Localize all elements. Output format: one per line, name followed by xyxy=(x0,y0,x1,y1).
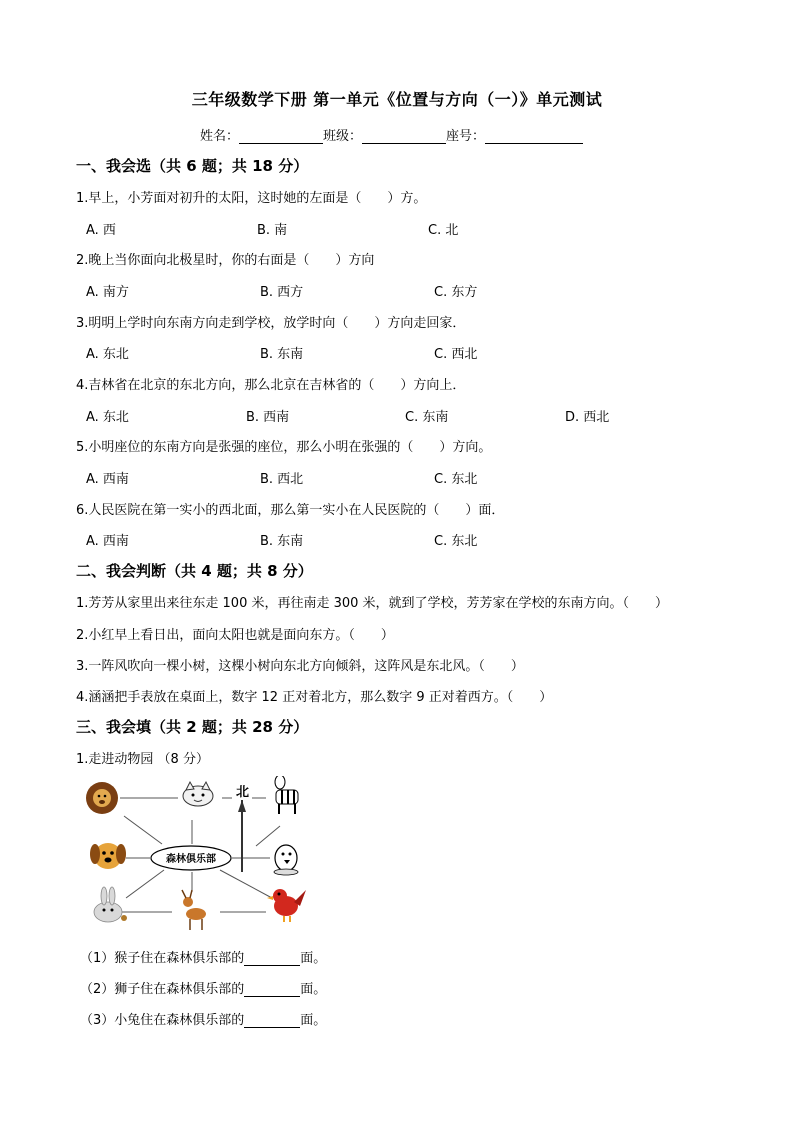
north-arrow-icon xyxy=(238,800,246,872)
fill-item: （3）小兔住在森林俱乐部的 面。 xyxy=(80,1013,327,1028)
option-c[interactable]: C. 东南 xyxy=(405,410,449,425)
question-text: 5.小明座位的东南方向是张强的座位，那么小明在张强的（ ）方向。 xyxy=(76,440,492,455)
name-blank[interactable] xyxy=(239,129,323,144)
option-c[interactable]: C. 东北 xyxy=(434,534,478,549)
name-label: 姓名： xyxy=(200,129,240,144)
option-a[interactable]: A. 西 xyxy=(86,223,116,238)
option-b[interactable]: B. 西方 xyxy=(260,285,304,300)
answer-blank[interactable] xyxy=(244,1013,300,1028)
option-d[interactable]: D. 西北 xyxy=(565,410,610,425)
class-label: 班级： xyxy=(323,129,363,144)
option-b[interactable]: B. 西北 xyxy=(260,472,304,487)
zebra-icon xyxy=(275,776,298,814)
class-blank[interactable] xyxy=(362,129,446,144)
option-b[interactable]: B. 东南 xyxy=(260,347,304,362)
question-text: 3.明明上学时向东南方向走到学校，放学时向（ ）方向走回家． xyxy=(76,316,466,331)
lion-icon xyxy=(86,782,118,814)
fill-item: （1）猴子住在森林俱乐部的 面。 xyxy=(80,951,327,966)
deer-icon xyxy=(182,890,206,930)
seat-blank[interactable] xyxy=(485,129,583,144)
north-label: 北 xyxy=(236,785,250,800)
fill-item: （2）狮子住在森林俱乐部的 面。 xyxy=(80,982,327,997)
option-a[interactable]: A. 西南 xyxy=(86,534,129,549)
question-text: 3.一阵风吹向一棵小树，这棵小树向东北方向倾斜，这阵风是东北风。（ ） xyxy=(76,659,524,674)
question-text: 4.吉林省在北京的东北方向，那么北京在吉林省的（ ）方向上． xyxy=(76,378,466,393)
section-heading-judge: 二、我会判断（共 4 题；共 8 分） xyxy=(76,562,313,580)
question-text: 4.涵涵把手表放在桌面上，数字 12 正对着北方，那么数字 9 正对着西方。（ ） xyxy=(76,690,553,705)
section-heading-choice: 一、我会选（共 6 题；共 18 分） xyxy=(76,157,309,175)
option-a[interactable]: A. 西南 xyxy=(86,472,129,487)
question-text: 2.小红早上看日出，面向太阳也就是面向东方。（ ） xyxy=(76,628,394,643)
question-text: 1.早上，小芳面对初升的太阳，这时她的左面是（ ）方。 xyxy=(76,191,427,206)
question-text: 2.晚上当你面向北极星时，你的右面是（ ）方向 xyxy=(76,253,375,268)
option-c[interactable]: C. 西北 xyxy=(434,347,478,362)
option-c[interactable]: C. 东北 xyxy=(434,472,478,487)
option-a[interactable]: A. 东北 xyxy=(86,347,129,362)
option-b[interactable]: B. 南 xyxy=(257,223,288,238)
student-info-line xyxy=(200,125,583,144)
question-text: 1.芳芳从家里出来往东走 100 米，再往南走 300 米，就到了学校，芳芳家在学校的东南方向。（ ） xyxy=(76,596,669,611)
option-b[interactable]: B. 东南 xyxy=(260,534,304,549)
option-c[interactable]: C. 北 xyxy=(428,223,459,238)
chick-icon xyxy=(274,845,298,875)
seat-label: 座号： xyxy=(446,129,486,144)
section-heading-fill: 三、我会填（共 2 题；共 28 分） xyxy=(76,718,309,736)
zoo-diagram xyxy=(80,776,320,936)
option-a[interactable]: A. 东北 xyxy=(86,410,129,425)
question-text: 6.人民医院在第一实小的西北面，那么第一实小在人民医院的（ ）面． xyxy=(76,503,505,518)
answer-blank[interactable] xyxy=(244,951,300,966)
dog-icon xyxy=(90,843,126,869)
club-label: 森林俱乐部 xyxy=(166,854,216,865)
rabbit-icon xyxy=(94,887,127,922)
answer-blank[interactable] xyxy=(244,982,300,997)
page-title: 三年级数学下册 第一单元《位置与方向（一）》单元测试 xyxy=(191,90,603,109)
option-c[interactable]: C. 东方 xyxy=(434,285,478,300)
option-a[interactable]: A. 南方 xyxy=(86,285,129,300)
option-b[interactable]: B. 西南 xyxy=(246,410,290,425)
monkey-icon xyxy=(183,782,213,806)
bird-icon xyxy=(267,889,306,922)
question-text: 1.走进动物园 （8 分） xyxy=(76,752,209,767)
